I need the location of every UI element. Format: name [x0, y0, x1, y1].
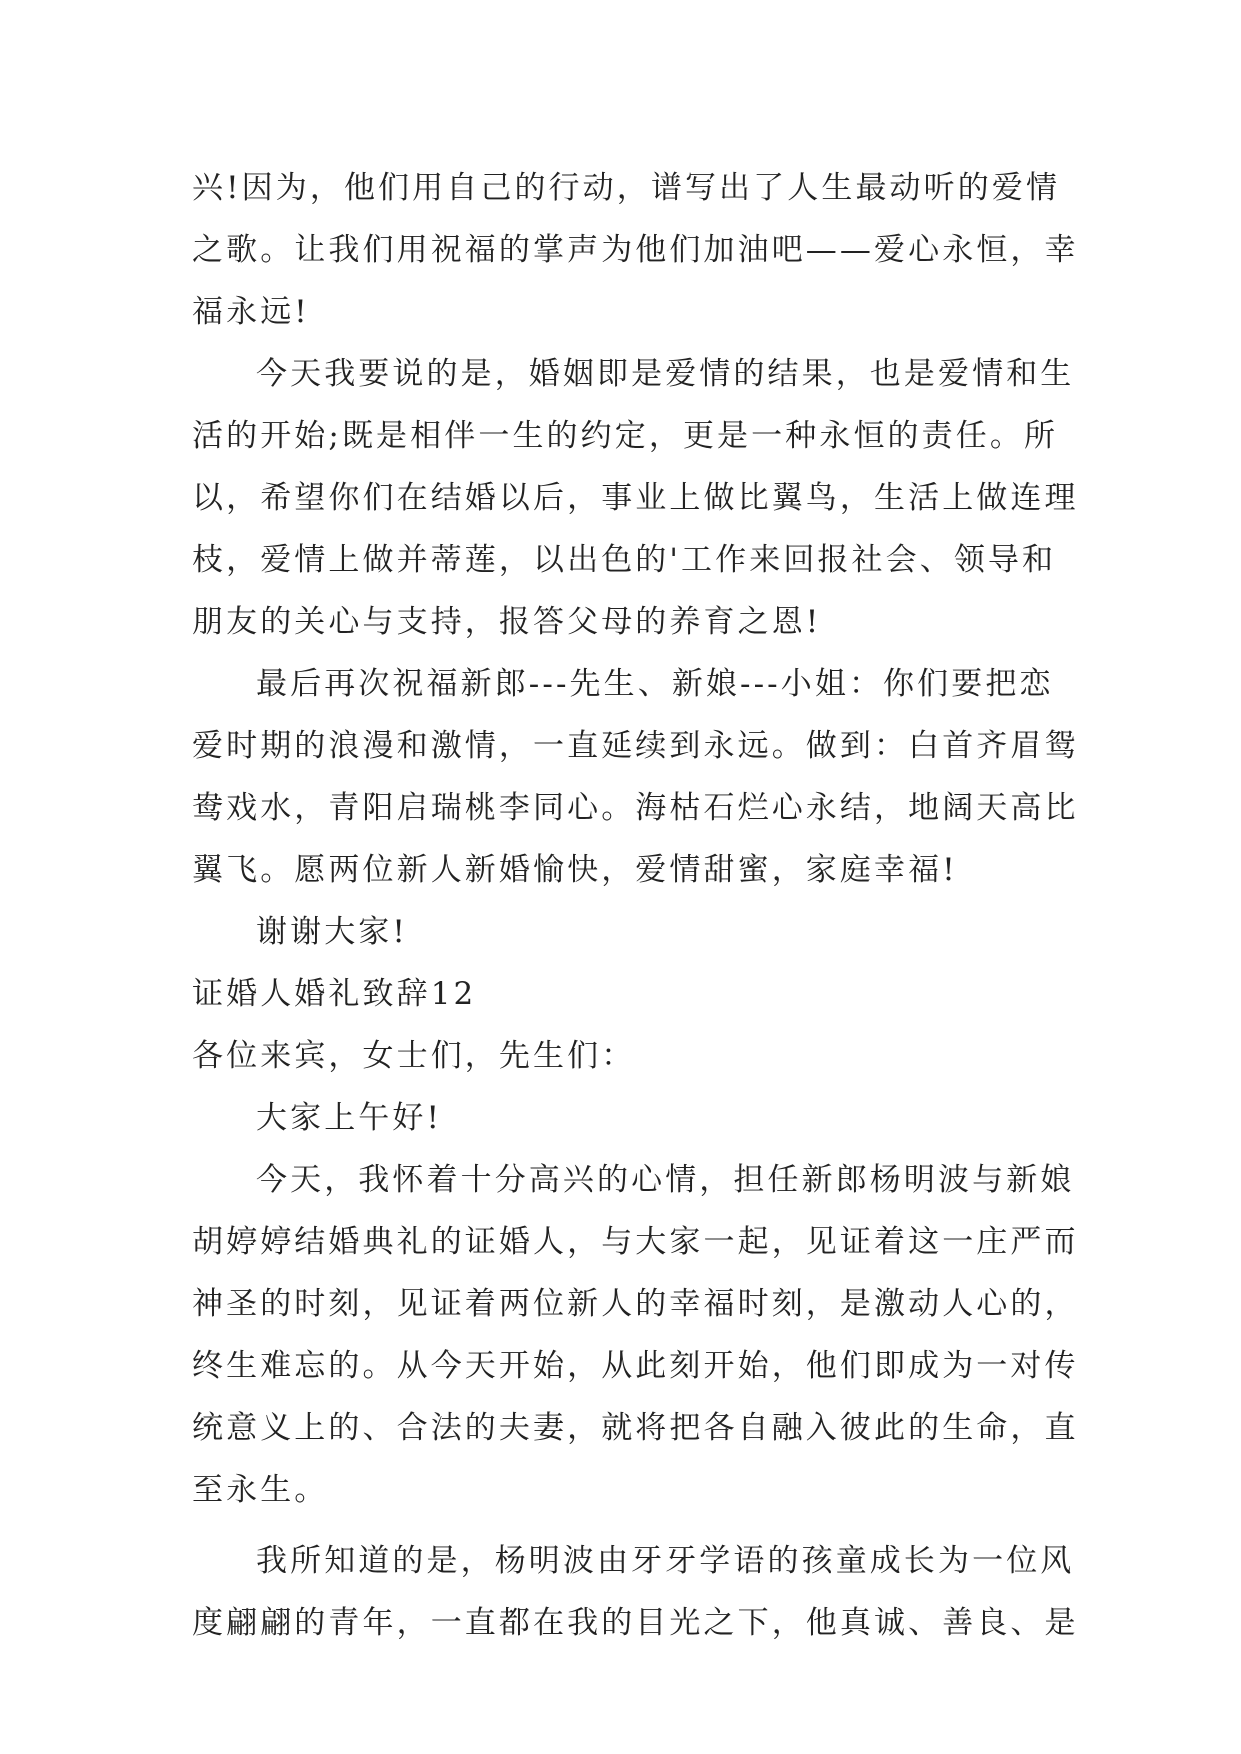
heading-line: 证婚人婚礼致辞12: [192, 976, 477, 1012]
text-line: 之歌。让我们用祝福的掌声为他们加油吧——爱心永恒，幸: [192, 232, 1079, 268]
text-line: 胡婷婷结婚典礼的证婚人，与大家一起，见证着这一庄严而: [192, 1224, 1079, 1260]
text-line: 今天我要说的是，婚姻即是爱情的结果，也是爱情和生: [256, 356, 1075, 392]
text-line: 枝，爱情上做并蒂莲，以出色的'工作来回报社会、领导和: [192, 542, 1057, 578]
text-line: 各位来宾，女士们，先生们：: [192, 1038, 636, 1074]
text-line: 统意义上的、合法的夫妻，就将把各自融入彼此的生命，直: [192, 1410, 1079, 1446]
greeting: [192, 1087, 1062, 1149]
text-line: 活的开始;既是相伴一生的约定，更是一种永恒的责任。所: [192, 418, 1059, 454]
text-line: 爱时期的浪漫和激情，一直延续到永远。做到：白首齐眉鸳: [192, 728, 1079, 764]
text-line: 福永远!: [192, 294, 310, 330]
document-body: [192, 157, 1079, 1654]
text-line: 度翩翩的青年，一直都在我的目光之下，他真诚、善良、是: [192, 1605, 1079, 1641]
text-line: 神圣的时刻，见证着两位新人的幸福时刻，是激动人心的，: [192, 1286, 1079, 1322]
text-line: 大家上午好!: [256, 1100, 443, 1136]
text-line: 以，希望你们在结婚以后，事业上做比翼鸟，生活上做连理: [192, 480, 1079, 516]
text-line: 翼飞。愿两位新人新婚愉快，爱情甜蜜，家庭幸福!: [192, 852, 958, 888]
paragraph-2: [192, 343, 1079, 653]
paragraph-8: [192, 1149, 1079, 1521]
text-line: 谢谢大家!: [256, 914, 408, 950]
text-line: 兴!因为，他们用自己的行动，谱写出了人生最动听的爱情: [192, 170, 1061, 206]
text-line: 朋友的关心与支持，报答父母的养育之恩!: [192, 604, 822, 640]
paragraph-1: [192, 157, 1079, 343]
text-line: 终生难忘的。从今天开始，从此刻开始，他们即成为一对传: [192, 1348, 1079, 1384]
paragraph-9: [192, 1530, 1079, 1654]
text-line: 最后再次祝福新郎---先生、新娘---小姐：你们要把恋: [256, 666, 1054, 702]
text-line: 至永生。: [192, 1472, 329, 1508]
section-heading: [192, 963, 1062, 1025]
text-line: 鸯戏水，青阳启瑞桃李同心。海枯石烂心永结，地阔天高比: [192, 790, 1079, 826]
paragraph-spacer: [192, 1521, 1062, 1530]
paragraph-4: [192, 901, 1062, 963]
salutation: [192, 1025, 1062, 1087]
paragraph-3: [192, 653, 1079, 901]
text-line: 我所知道的是，杨明波由牙牙学语的孩童成长为一位风: [256, 1543, 1075, 1579]
text-line: 今天，我怀着十分高兴的心情，担任新郎杨明波与新娘: [256, 1162, 1075, 1198]
